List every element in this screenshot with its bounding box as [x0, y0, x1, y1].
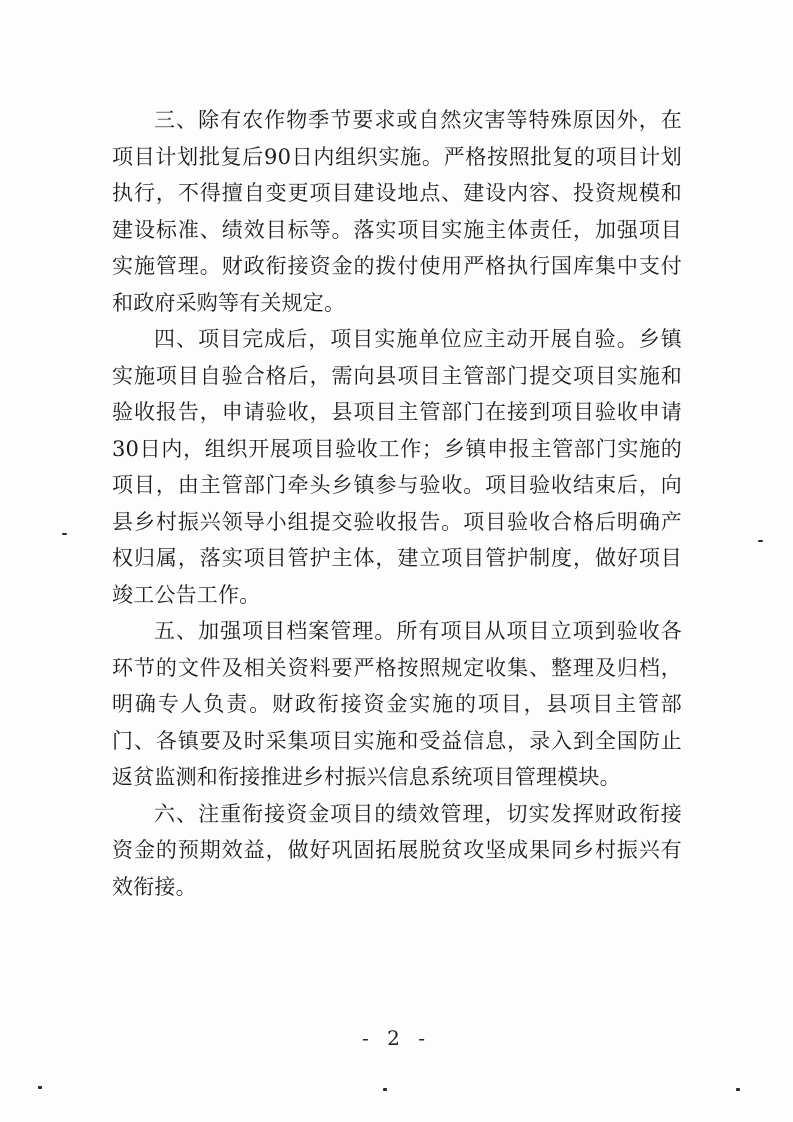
scan-speck — [38, 1086, 42, 1089]
scan-speck — [758, 540, 763, 542]
document-body — [112, 102, 682, 905]
paragraph-3: 三、除有农作物季节要求或自然灾害等特殊原因外，在项目计划批复后90日内组织实施。严格按照批复的项目计划执行，不得擅自变更项目建设地点、建设内容、投资规模和建设标准、绩效目标等。落实项目实施主体责任，加强项目实施管理。财政衔接资金的拨付使用严格执行国库集中支付和政府采购等有关规定。 — [112, 108, 682, 315]
paragraph-6: 六、注重衔接资金项目的绩效管理，切实发挥财政衔接资金的预期效益，做好巩固拓展脱贫攻坚成果同乡村振兴有效衔接。 — [112, 801, 682, 899]
scan-speck — [62, 533, 67, 535]
scan-speck — [736, 1088, 740, 1091]
scan-speck — [383, 1088, 387, 1091]
paragraph-5: 五、加强项目档案管理。所有项目从项目立项到验收各环节的文件及相关资料要严格按照规定收集、整理及归档，明确专人负责。财政衔接资金实施的项目，县项目主管部门、各镇要及时采集项目实施和受益信息，录入到全国防止返贫监测和衔接推进乡村振兴信息系统项目管理模块。 — [112, 619, 682, 789]
page-number: - 2 - — [362, 1026, 431, 1050]
paragraph-4: 四、项目完成后，项目实施单位应主动开展自验。乡镇实施项目自验合格后，需向县项目主管部门提交项目实施和验收报告，申请验收，县项目主管部门在接到项目验收申请30日内，组织开展项目验收工作；乡镇申报主管部门实施的项目，由主管部门牵头乡镇参与验收。项目验收结束后，向县乡村振兴领导小组提交验收报告。项目验收合格后明确产权归属，落实项目管护主体，建立项目管护制度，做好项目竣工公告工作。 — [112, 327, 682, 607]
